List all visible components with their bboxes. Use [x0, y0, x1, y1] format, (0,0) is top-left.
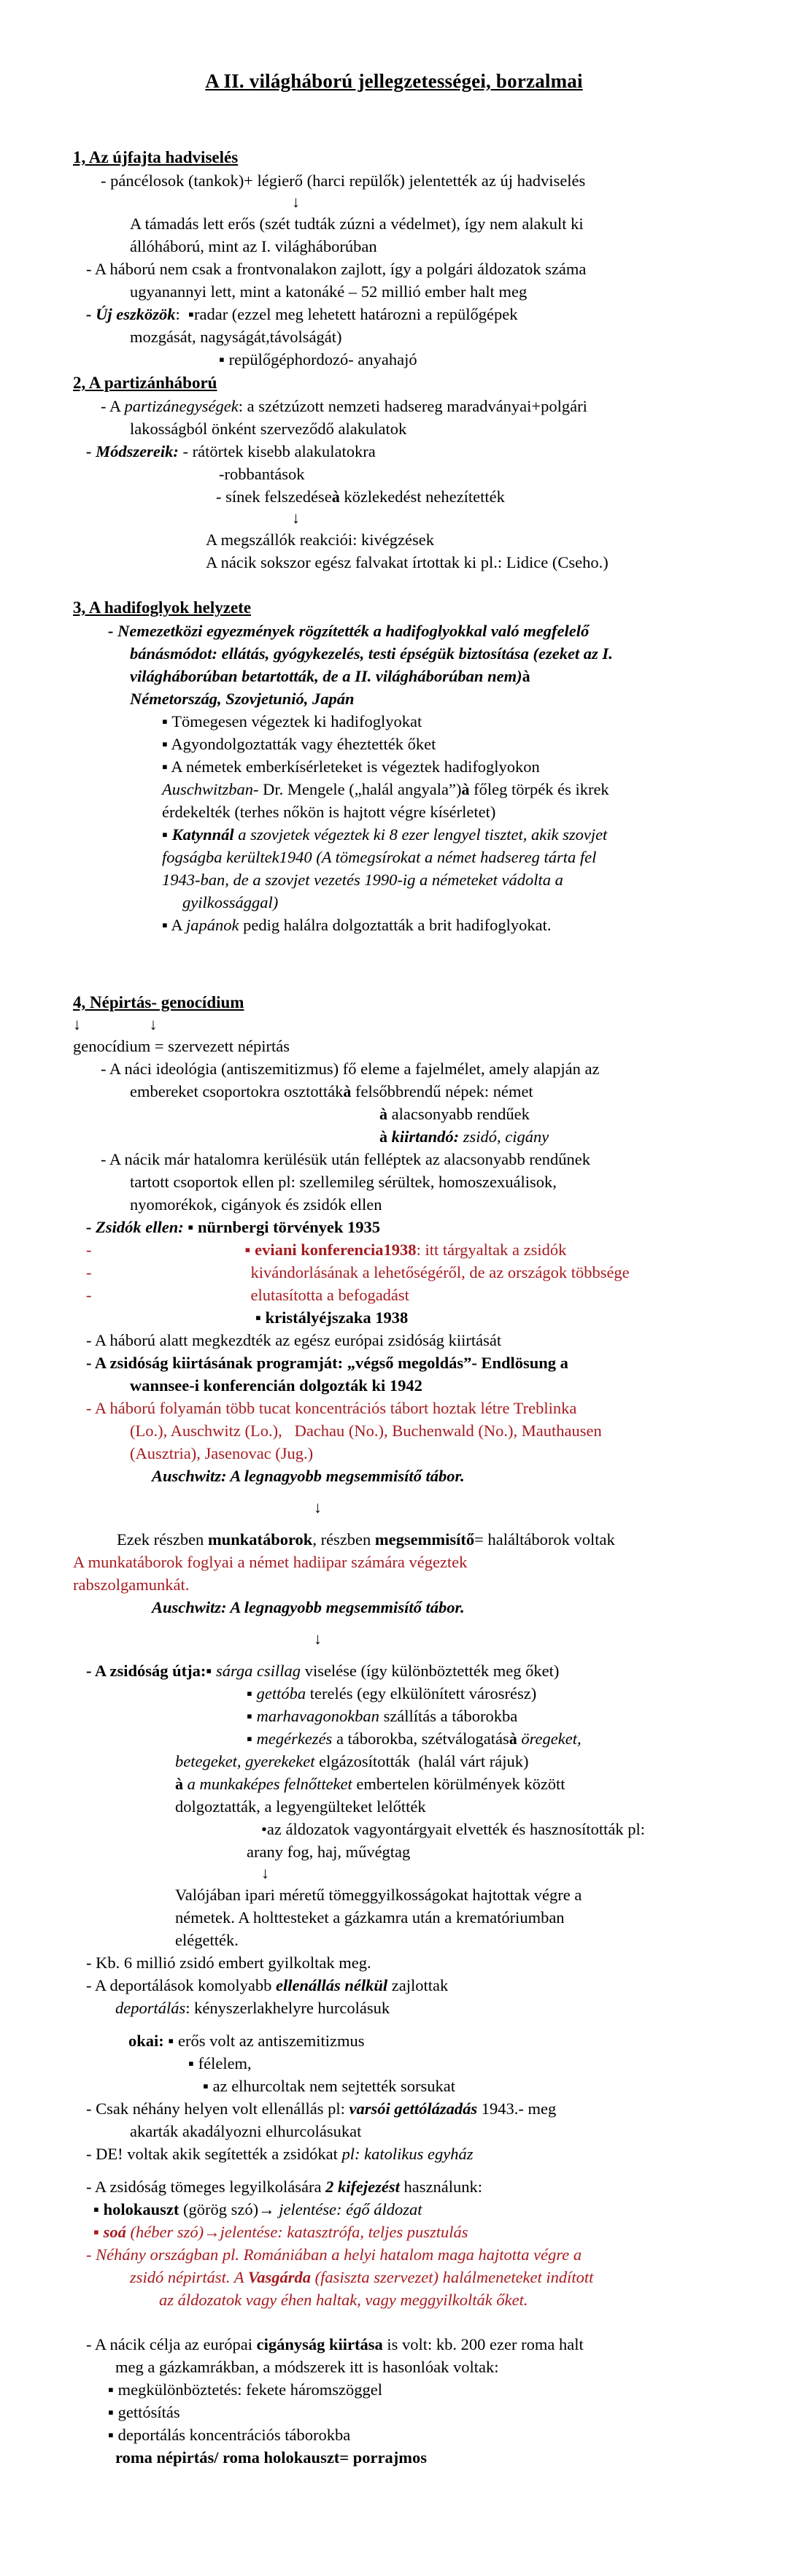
s4-l28-rest: elgázosították (halál várt rájuk)	[314, 1752, 529, 1770]
s4-line-44	[73, 2221, 753, 2243]
s1-line-5: ugyanannyi lett, mint a katonáké – 52 millió ember halt meg	[130, 282, 528, 301]
s4-l20-mid: , részben	[312, 1530, 375, 1549]
section-heading-2: 2, A partizánháború	[73, 374, 217, 392]
right-arrow-icon: à	[379, 1127, 387, 1146]
s4-line-24	[73, 1659, 753, 1682]
right-arrow-icon: →	[204, 2223, 220, 2241]
right-arrow-icon: à	[522, 667, 530, 685]
s4-arrow-2: ↓	[314, 1498, 322, 1516]
s3-bullet-1: ▪ Tömegesen végeztek ki hadifoglyokat	[162, 712, 422, 730]
s4-line-1: - A náci ideológia (antiszemitizmus) fő eleme a fajelmélet, amely alapján az	[101, 1060, 600, 1078]
s4-l43-mid: (görög szó)	[179, 2200, 259, 2218]
s4-line-6: tartott csoportok ellen pl: szellemileg sérültek, homoszexuálisok,	[130, 1173, 557, 1191]
s4-line-32: arany fog, haj, művégtag	[247, 1843, 411, 1861]
section-heading-3: 3, A hadifoglyok helyzete	[73, 598, 252, 617]
s2-arrow-1: ↓	[292, 509, 300, 527]
s2-line-5	[73, 485, 753, 508]
right-arrow-icon: à	[509, 1729, 517, 1748]
marhavagon-term: marhavagonokban	[256, 1707, 379, 1725]
s3-b4-rest: a szovjetek végeztek ki 8 ezer lengyel tisztet, akik szovjet	[233, 825, 608, 844]
s4-l10-rest: kivándorlásának a lehetőségéről, de az országok többsége	[250, 1263, 630, 1281]
right-arrow-icon: à	[175, 1775, 183, 1793]
s4-line-9	[73, 1238, 753, 1261]
s4-l39-post: 1943.- meg	[477, 2099, 557, 2118]
s4-line-14: - A zsidóság kiirtásának programját: „végső megoldás”- Endlösung a	[86, 1354, 568, 1372]
s4-l3-post: alacsonyabb rendűek	[387, 1105, 530, 1123]
section-heading-4: 4, Népirtás- genocídium	[73, 993, 244, 1011]
s4-l44-it2: jelentése: katasztrófa, teljes pusztulás	[220, 2223, 468, 2241]
s4-line-33: Valójában ipari méretű tömeggyilkosságokat hajtottak végre a	[175, 1886, 582, 1904]
munkakepes-term: a munkaképes felnőtteket	[183, 1775, 352, 1793]
s4-line-5: - A nácik már hatalomra kerülésük után felléptek az alacsonyabb rendűnek	[101, 1150, 590, 1168]
s4-line-20	[73, 1528, 753, 1551]
s4-line-52: ▪ deportálás koncentrációs táborokba	[108, 2426, 351, 2444]
s4-l10-dash: -	[86, 1263, 92, 1281]
s4-line-23: Auschwitz: A legnagyobb megsemmisítő tábor.	[152, 1598, 465, 1616]
s3-b3b-rest: - Dr. Mengele („halál angyala”)	[253, 780, 462, 798]
s4-line-48	[73, 2333, 753, 2356]
s4-line-18: (Ausztria), Jasenovac (Jug.)	[130, 1444, 314, 1462]
s2-l1-pre: - A	[101, 397, 125, 415]
s4-line-3	[73, 1103, 753, 1125]
s4-arrows: ↓ ↓	[73, 1015, 158, 1033]
s4-l9-dash: -	[86, 1241, 92, 1259]
s4-line-38	[73, 1997, 753, 2019]
s4-line-50: ▪ megkülönböztetés: fekete háromszöggel	[108, 2380, 382, 2399]
s2-line-1	[73, 395, 753, 417]
s4-l11-rest: elutasította a befogadást	[250, 1286, 409, 1304]
ellenallas-nelkul-term: ellenállás nélkül	[275, 1976, 388, 1994]
katyn-label: ▪ Katynnál	[162, 825, 234, 844]
okai-item-3: ▪ az elhurcoltak nem sejtették sorsukat	[203, 2077, 455, 2095]
s4-l48-pre: - A nácik célja az európai	[86, 2335, 257, 2353]
s1-line-3: állóháború, mint az I. világháborúban	[130, 237, 377, 255]
s3-b3b-tail: főleg törpék és ikrek	[469, 780, 609, 798]
s4-l25-rest: terelés (egy elkülönített városrész)	[306, 1684, 537, 1702]
s3-bullet-2: ▪ Agyondolgoztatták vagy éheztették őket	[162, 735, 436, 753]
japanok-term: japánok	[186, 916, 239, 934]
s3-l3-text: világháborúban betartották, de a II. világháborúban nem)	[130, 667, 522, 685]
s2-line-4: -robbantások	[219, 465, 305, 483]
varsoi-gettolazadas-term: varsói gettólázadás	[349, 2099, 478, 2118]
s4-l42-post: használunk:	[399, 2178, 482, 2196]
s4-line-11	[73, 1284, 753, 1306]
deportalas-term: deportálás	[115, 1999, 186, 2017]
s4-line-22: rabszolgamunkát.	[73, 1576, 190, 1594]
s4-line-2	[73, 1080, 753, 1103]
s4-l43-it: : égő áldozat	[336, 2200, 422, 2218]
s4-l8-rest: ▪ nürnbergi törvények 1935	[183, 1218, 380, 1236]
s3-line-4: Németország, Szovjetunió, Japán	[130, 690, 355, 708]
s4-l46-post: (fasiszta szervezet) halálmeneteket indított	[310, 2268, 594, 2286]
s4-line-8	[73, 1216, 753, 1238]
s4-l20-post: = haláltáborok voltak	[474, 1530, 615, 1549]
document-body	[0, 145, 788, 2469]
megerkezes-term: megérkezés	[256, 1729, 333, 1748]
s4-l48-post: is volt: kb. 200 ezer roma halt	[382, 2335, 584, 2353]
s4-line-42	[73, 2175, 753, 2198]
s4-line-43	[73, 2198, 753, 2221]
s4-l29-rest: embertelen körülmények között	[352, 1775, 565, 1793]
right-arrow-icon: →	[258, 2200, 275, 2218]
zsidok-ellen-label: - Zsidók ellen:	[86, 1218, 184, 1236]
holokauszt-term: ▪ holokauszt	[93, 2200, 179, 2218]
section-heading-1: 1, Az újfajta hadviselés	[73, 148, 239, 166]
s2-l5-post: közlekedést nehezítették	[339, 487, 505, 506]
s3-bullet-3b	[73, 778, 753, 801]
s3-b5-post: pedig halálra dolgoztatták a brit hadifoglyokat.	[239, 916, 552, 934]
s4-line-53: roma népirtás/ roma holokauszt= porrajmos	[115, 2448, 427, 2467]
s4-line-46	[73, 2266, 753, 2288]
s4-line-4	[73, 1125, 753, 1148]
s4-arrow-3: ↓	[314, 1630, 322, 1648]
s1-line-7: mozgását, nagyságát,távolságát)	[130, 328, 342, 346]
betegek-term: betegeket, gyerekeket	[175, 1752, 315, 1770]
ciganysag-kiirtasa-term: cigányság kiirtása	[256, 2335, 383, 2353]
s4-line-47: az áldozatok vagy éhen haltak, vagy meggyilkolták őket.	[159, 2291, 528, 2309]
s4-l44-it: (héber szó)	[125, 2223, 204, 2241]
s4-line-10	[73, 1261, 753, 1284]
s3-line-1: - Nemezetközi egyezmények rögzítették a hadifoglyokkal való megfelelő	[108, 622, 590, 640]
s4-l42-pre: - A zsidóság tömeges legyilkolására	[86, 2178, 326, 2196]
s3-bullet-4d: gyilkossággal)	[182, 893, 279, 911]
s3-bullet-3c: érdekelték (terhes nőkön is hajtott végre kísérletet)	[162, 803, 496, 821]
s3-bullet-4b: fogságba kerültek1940 (A tömegsírokat a német hadsereg tárta fel	[162, 848, 597, 866]
s1-line-1: - páncélosok (tankok)+ légierő (harci repülők) jelentették az új hadviselés	[101, 171, 586, 190]
s3-bullet-4	[73, 823, 753, 846]
s4-l38-rest: : kényszerlakhelyre hurcolásuk	[185, 1999, 390, 2017]
s1-new-tools-rest: : ▪radar (ezzel meg lehetett határozni a repülőgépek	[175, 305, 518, 323]
s1-line-2: A támadás lett erős (szét tudták zúzni a védelmet), így nem alakult ki	[130, 215, 584, 233]
s4-l2-post: felsőbbrendű népek: német	[351, 1082, 533, 1100]
s4-line-39	[73, 2097, 753, 2120]
s4-arrow-4: ↓	[261, 1864, 269, 1882]
s4-line-31: •az áldozatok vagyontárgyait elvették és hasznosították pl:	[261, 1820, 646, 1838]
s4-line-30: dolgoztatták, a legyengülteket lelőtték	[175, 1797, 426, 1816]
s4-line-7: nyomorékok, cigányok és zsidók ellen	[130, 1195, 382, 1214]
sarga-csillag-term: sárga csillag	[216, 1662, 301, 1680]
s2-l5-pre: - sínek felszedése	[216, 487, 332, 506]
s3-b5-pre: ▪ A	[162, 916, 186, 934]
s4-okai-line	[73, 2029, 753, 2052]
s4-l43-it-pre: jelentése	[274, 2200, 336, 2218]
okai-item-1: ▪ erős volt az antiszemitizmus	[163, 2032, 365, 2050]
s4-l2-pre: embereket csoportokra osztották	[130, 1082, 344, 1100]
s4-line-34: németek. A holttesteket a gázkamra után a krematóriumban	[175, 1908, 565, 1927]
s4-l4-rest: zsidó, cigány	[459, 1127, 549, 1146]
s2-methods-label: - Módszereik:	[86, 442, 179, 460]
right-arrow-icon: à	[343, 1082, 352, 1100]
s1-new-tools-label: - Új eszközök	[86, 305, 176, 323]
s4-line-19: Auschwitz: A legnagyobb megsemmisítő tábor.	[152, 1467, 465, 1485]
s3-bullet-5	[73, 914, 753, 936]
s4-line-36: - Kb. 6 millió zsidó embert gyilkoltak meg.	[86, 1954, 371, 1972]
document-page	[0, 70, 788, 2576]
auschwitz-term: Auschwitzban	[162, 780, 254, 798]
zsidosag-utja-label: - A zsidóság útja:	[86, 1662, 206, 1680]
s3-line-3	[73, 665, 753, 687]
s4-line-12: ▪ kristályéjszaka 1938	[255, 1308, 409, 1327]
munkataborok-term: munkatáborok	[207, 1530, 313, 1549]
s4-line-29	[73, 1773, 753, 1795]
s4-line-21: A munkatáborok foglyai a német hadiipar számára végeztek	[73, 1553, 468, 1571]
s4-line-40: akarták akadályozni elhurcolásukat	[130, 2122, 362, 2140]
s4-l26-rest: szállítás a táborokba	[379, 1707, 518, 1725]
s4-l20-pre: Ezek részben	[117, 1530, 208, 1549]
s2-l1-post: : a szétzúzott nemzeti hadsereg maradványai+polgári	[238, 397, 587, 415]
s2-partizan-term: partizánegységek	[124, 397, 239, 415]
katolikus-egyhaz-term: pl: katolikus egyház	[341, 2145, 474, 2163]
s2-line-7: A nácik sokszor egész falvakat írtottak ki pl.: Lidice (Cseho.)	[206, 553, 609, 571]
s4-line-26: ▪ marhavagonokban szállítás a táborokba	[247, 1707, 518, 1725]
okai-item-2: ▪ félelem,	[188, 2054, 252, 2072]
vasgarda-term: Vasgárda	[247, 2268, 311, 2286]
right-arrow-icon: à	[379, 1105, 387, 1123]
s4-line-28	[73, 1750, 753, 1773]
s1-line-8: ▪ repülőgéphordozó- anyahajó	[219, 350, 417, 369]
s2-l3-rest: - rátörtek kisebb alakulatokra	[178, 442, 376, 460]
megsemmisito-term: megsemmisítő	[374, 1530, 475, 1549]
s1-arrow-1: ↓	[292, 193, 300, 211]
s4-line-16: - A háború folyamán több tucat koncentrációs tábort hoztak létre Treblinka	[86, 1399, 577, 1417]
s3-bullet-3: ▪ A németek emberkísérleteket is végeztek hadifoglyokon	[162, 757, 540, 776]
s2-line-3	[73, 440, 753, 463]
eviani-konferencia-label: ▪ eviani konferencia1938	[244, 1241, 417, 1259]
s3-bullet-4c: 1943-ban, de a szovjet vezetés 1990-ig a németeket vádolta a	[162, 871, 563, 889]
s2-line-6: A megszállók reakciói: kivégzések	[206, 531, 435, 549]
s4-line-49: meg a gázkamrákban, a módszerek itt is hasonlóak voltak:	[115, 2358, 499, 2376]
s4-l27-mid: a táborokba, szétválogatás	[332, 1729, 509, 1748]
right-arrow-icon: à	[331, 487, 340, 506]
okai-label: okai:	[128, 2032, 164, 2050]
s4-line-37	[73, 1974, 753, 1997]
kiirtando-label: kiirtandó:	[387, 1127, 460, 1146]
s4-l46-pre: zsidó népirtást. A	[130, 2268, 248, 2286]
s4-line-41	[73, 2143, 753, 2165]
getto-term: gettóba	[256, 1684, 306, 1702]
s2-line-2: lakosságból önként szerveződő alakulatok	[130, 420, 407, 438]
s4-l24-bullet: ▪	[206, 1662, 216, 1680]
s4-line-25: ▪ gettóba terelés (egy elkülönített városrész)	[247, 1684, 537, 1702]
s1-line-6	[73, 303, 753, 325]
s4-l39-pre: - Csak néhány helyen volt ellenállás pl:	[86, 2099, 349, 2118]
s4-l11-dash: -	[86, 1286, 92, 1304]
right-arrow-icon: à	[461, 780, 470, 798]
s4-l24-rest: viselése (így különböztették meg őket)	[301, 1662, 560, 1680]
s1-line-4: - A háború nem csak a frontvonalakon zajlott, így a polgári áldozatok száma	[86, 260, 587, 278]
s4-l9-rest: : itt tárgyaltak a zsidók	[416, 1241, 567, 1259]
s4-line-51: ▪ gettósítás	[108, 2403, 180, 2421]
s4-l27-post: öregeket,	[517, 1729, 582, 1748]
s4-line-17: (Lo.), Auschwitz (Lo.), Dachau (No.), Buchenwald (No.), Mauthausen	[130, 1422, 602, 1440]
kifejezest-term: 2 kifejezést	[325, 2178, 400, 2196]
s4-line-27: ▪ megérkezés a táborokba, szétválogatásà öregeket,	[247, 1729, 582, 1748]
s4-l37-pre: - A deportálások komolyabb	[86, 1976, 276, 1994]
s4-l41-pre: - DE! voltak akik segítették a zsidókat	[86, 2145, 342, 2163]
s4-definition: genocídium = szervezett népirtás	[73, 1037, 290, 1055]
s4-line-13: - A háború alatt megkezdték az egész európai zsidóság kiirtását	[86, 1331, 502, 1349]
s4-line-45: - Néhány országban pl. Romániában a helyi hatalom maga hajtotta végre a	[86, 2245, 582, 2264]
s4-l37-post: zajlottak	[387, 1976, 449, 1994]
s4-line-15: wannsee-i konferencián dolgozták ki 1942	[130, 1376, 422, 1395]
s3-line-2: bánásmódot: ellátás, gyógykezelés, testi épségük biztosítása (ezeket az I.	[130, 644, 613, 663]
s4-line-35: elégették.	[175, 1931, 239, 1949]
soa-term: ▪ soá	[93, 2223, 126, 2241]
page-title: A II. világháború jellegzetességei, borzalmai	[205, 70, 583, 92]
